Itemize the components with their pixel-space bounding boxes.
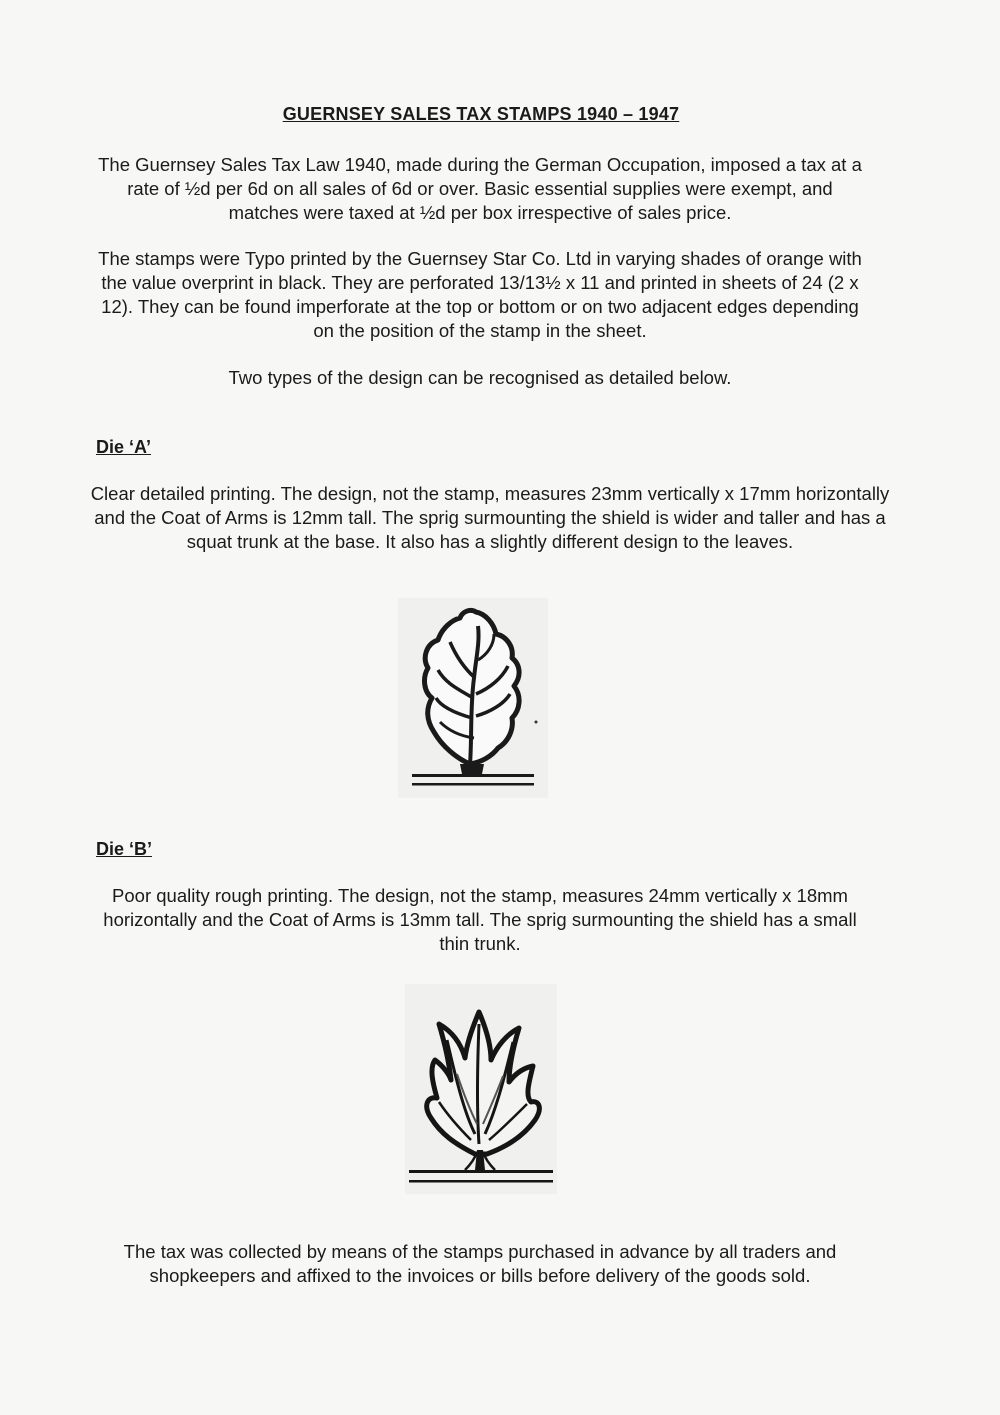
die-a-heading: Die ‘A’ (96, 437, 152, 457)
die-b-sprig-image (405, 984, 557, 1194)
die-b-description: Poor quality rough printing. The design, not the stamp, measures 24mm vertically x 18mm horizontally and the Coat of Arms is 13mm tall. The sprig surmounting the shield has a small thin trunk. (103, 885, 857, 954)
types-note: Two types of the design can be recognised as detailed below. (228, 367, 732, 388)
die-b-heading: Die ‘B’ (96, 839, 153, 859)
page-title: GUERNSEY SALES TAX STAMPS 1940 – 1947 (282, 104, 680, 124)
die-a-description: Clear detailed printing. The design, not the stamp, measures 23mm vertically x 17mm horizontally and the Coat of Arms is 12mm tall. The sprig surmounting the shield is wider and taller and has a squat trunk at the base. It also has a slightly different design to the leaves. (90, 483, 890, 552)
conclusion-paragraph: The tax was collected by means of the stamps purchased in advance by all traders and shopkeepers and affixed to the invoices or bills before delivery of the goods sold. (123, 1241, 837, 1286)
die-b-sprig-drawing (405, 984, 557, 1194)
die-a-sprig-image (398, 598, 548, 798)
die-a-sprig-drawing (398, 598, 548, 798)
intro-paragraph: The Guernsey Sales Tax Law 1940, made during the German Occupation, imposed a tax at a rate of ½d per 6d on all sales of 6d or over. Basic essential supplies were exempt, and matches were taxed at ½d per box irrespective of sales price. (98, 154, 862, 223)
printing-paragraph: The stamps were Typo printed by the Guernsey Star Co. Ltd in varying shades of orange with the value overprint in black. They are perforated 13/13½ x 11 and printed in sheets of 24 (2 x 12). They can be found imperforate at the top or bottom or on two adjacent edges depending on the position of the stamp in the sheet. (98, 248, 862, 341)
